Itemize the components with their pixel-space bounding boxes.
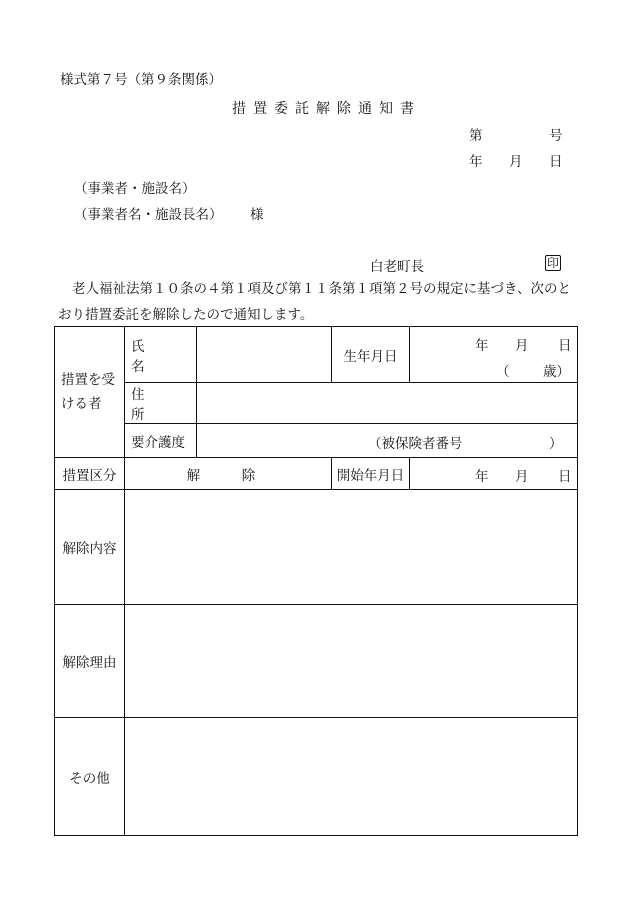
birth-year: 年 — [475, 338, 489, 354]
person-group-label: 措置を受ける者 — [55, 327, 125, 458]
age-open: （ — [496, 364, 510, 380]
insured-number-cell[interactable] — [197, 424, 578, 458]
seal-mark: 印 — [546, 256, 559, 270]
recipient-organization: （事業者・施設名） — [74, 181, 196, 197]
age-close: 歳） — [543, 364, 570, 380]
birth-month: 月 — [515, 338, 529, 354]
date-year: 年 — [469, 154, 483, 170]
address-value[interactable] — [197, 383, 578, 424]
birth-day: 日 — [558, 338, 572, 354]
recipient-name: （事業者名・施設長名） — [74, 207, 223, 223]
birth-date-label: 生年月日 — [332, 327, 410, 383]
doc-number-prefix: 第 — [469, 128, 483, 144]
recipient-honorific: 様 — [250, 207, 264, 223]
category-value: 解 除 — [125, 458, 332, 490]
doc-number-suffix: 号 — [549, 128, 563, 144]
category-label: 措置区分 — [55, 458, 125, 490]
insured-number-label: （被保険者番号 — [368, 436, 463, 452]
start-day: 日 — [558, 469, 572, 485]
birth-date-value[interactable] — [410, 327, 578, 383]
other-value[interactable] — [125, 718, 578, 836]
sender-name: 白老町長 — [370, 259, 424, 275]
sender-seal — [545, 255, 561, 271]
name-value[interactable] — [197, 327, 332, 383]
start-date-label: 開始年月日 — [332, 458, 410, 490]
cancellation-content-value[interactable] — [125, 490, 578, 605]
other-label: その他 — [55, 718, 125, 836]
cancellation-content-label: 解除内容 — [55, 490, 125, 605]
address-label: 住 所 — [125, 383, 197, 424]
cancellation-reason-label: 解除理由 — [55, 605, 125, 718]
care-level-label: 要介護度 — [125, 424, 197, 458]
start-date-value[interactable] — [410, 458, 578, 490]
form-number: 様式第７号（第９条関係） — [60, 72, 222, 88]
date-day: 日 — [549, 154, 563, 170]
cancellation-reason-value[interactable] — [125, 605, 578, 718]
document-title: 措置委託解除通知書 — [232, 101, 421, 117]
notice-body: 老人福祉法第１０条の４第１項及び第１１条第１項第２号の規定に基づき、次のとおり措置委託を解除したので通知します。 — [58, 281, 571, 323]
notice-table — [54, 326, 578, 836]
start-year: 年 — [475, 469, 489, 485]
start-month: 月 — [515, 469, 529, 485]
insured-number-close: ） — [549, 436, 563, 452]
name-label: 氏 名 — [125, 327, 197, 383]
date-month: 月 — [509, 154, 523, 170]
